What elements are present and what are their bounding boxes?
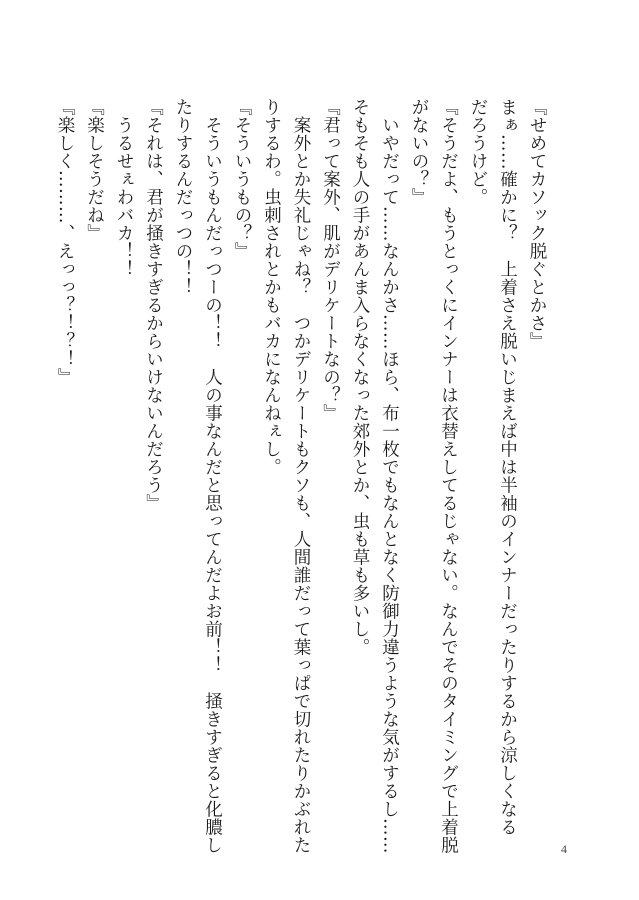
page-number: 4 [561,842,567,856]
text-line: りするわ。虫刺されとかもバカになんねぇし。 [261,98,282,476]
text-line: 『せめてカソック脱ぐとかさ』 [527,98,547,350]
text-line: 『そういうもの？』 [232,98,252,260]
text-line: だろうけど。 [468,98,488,206]
text-line: がないの？』 [409,98,429,206]
text-line: うるせぇわバカ！！ [114,98,134,278]
text-line: 『君って案外、肌がデリケートなの？』 [320,98,341,422]
vertical-text-body [55,98,551,854]
text-line: まぁ……確かに？ 上着さえ脱いじまえば中は半袖のインナーだったりするから涼しくなる [497,98,518,836]
text-line: 『楽しく………、えっっ？！？！』 [55,98,75,386]
text-line: いやだって……なんかさ……ほら、布一枚でもなんとなく防御力違うような気がするし…… [379,98,400,854]
text-line: 『そうだよ、もうとっくにインナーは衣替えしてるじゃない。なんでそのタイミングで上着脱 [438,98,459,854]
text-line: そういうもんだっつーの！！ 人の事なんだと思ってんだよお前！！ 掻きすぎると化膿し [202,98,223,854]
text-line: そもそも人の手があんま入らなくなった郊外とか、虫も草も多いし。 [350,98,370,656]
text-line: 『それは、君が掻きすぎるからいけないんだろう』 [143,98,164,512]
text-line: 『楽しそうだね』 [84,98,105,242]
text-line: たりするんだっつの！！ [173,98,193,296]
text-line: 案外とか失礼じゃね？ つかデリケートもクソも、人間誰だって葉っぱで切れたりかぶれた [291,98,311,854]
